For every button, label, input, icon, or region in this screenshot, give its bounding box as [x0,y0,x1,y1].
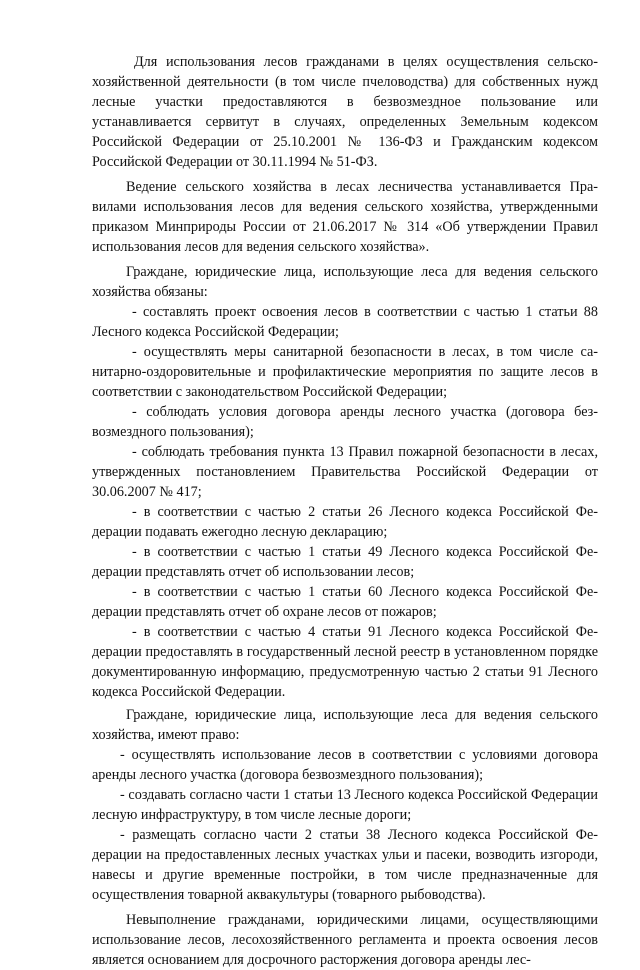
list-item: - в соответствии с частью 1 статьи 49 Лесного кодекса Российской Федерации представлять отчет об использовании лесов; [92,544,598,580]
list-item: - соблюдать требования пункта 13 Правил пожарной безопасности в лесах, утвержденных постановлением Правительства Российской Федерации от 30.06.2007 № 417; [92,444,598,500]
obligations-list [92,302,598,702]
document-body [92,52,598,970]
paragraph-rights-intro: Граждане, юридические лица, использующие леса для ведения сельского хозяйства, имеют право: [92,707,598,743]
list-item: - осуществлять использование лесов в соответствии с условиями договора аренды лесного участка (договора безвозмездного пользования); [92,747,598,783]
paragraph-obligations-intro: Граждане, юридические лица, использующие леса для ведения сельского хозяйства обязаны: [92,264,598,300]
list-item: - составлять проект освоения лесов в соответствии с частью 1 статьи 88 Лесного кодекса Российской Федерации; [92,304,598,340]
paragraph-rules-reference: Ведение сельского хозяйства в лесах лесничества устанавливается Правилами использования лесов для ведения сельского хозяйства, утвержденными приказом Минприроды России от 21.06.2017 № 314 «Об утверждении Правил использования лесов для ведения сельского хозяйства». [92,179,598,255]
paragraph-termination: Невыполнение гражданами, юридическими лицами, осуществляющими использование лесов, лесохозяйственного регламента и проекта освоения лесов является основанием для досрочного расторжения договора аренды лес- [92,912,598,968]
paragraph-agricultural-use: Для использования лесов гражданами в целях осуществления сельскохозяйственной деятельности (в том числе пчеловодства) для собственных нужд лесные участки предоставляются в безвозмездное пользование или устанавливается сервитут в случаях, определенных Земельным кодексом Российской Федерации от 25.10.2001 № 136-ФЗ и Гражданским кодексом Российской Федерации от 30.11.1994 № 51-ФЗ. [92,54,598,170]
list-item: - в соответствии с частью 4 статьи 91 Лесного кодекса Российской Федерации предоставлять в государственный лесной реестр в установленном порядке документированную информацию, предусмотренную частью 2 статьи 91 Лесного кодекса Российской Федерации. [92,624,598,700]
list-item: - размещать согласно части 2 статьи 38 Лесного кодекса Российской Федерации на предоставленных лесных участках ульи и пасеки, возводить изгороди, навесы и другие временные постройки, в том числе предназначенные для осуществления товарной аквакультуры (товарного рыбоводства). [92,827,598,903]
rights-list [92,745,598,905]
list-item: - соблюдать условия договора аренды лесного участка (договора безвозмездного пользования); [92,404,598,440]
list-item: - в соответствии с частью 2 статьи 26 Лесного кодекса Российской Федерации подавать ежегодно лесную декларацию; [92,504,598,540]
list-item: - создавать согласно части 1 статьи 13 Лесного кодекса Российской Федерации лесную инфраструктуру, в том числе лесные дороги; [92,787,598,823]
list-item: - в соответствии с частью 1 статьи 60 Лесного кодекса Российской Федерации представлять отчет об охране лесов от пожаров; [92,584,598,620]
list-item: - осуществлять меры санитарной безопасности в лесах, в том числе санитарно-оздоровительные и профилактические мероприятия по защите лесов в соответствии с законодательством Российской Федерации; [92,344,598,400]
